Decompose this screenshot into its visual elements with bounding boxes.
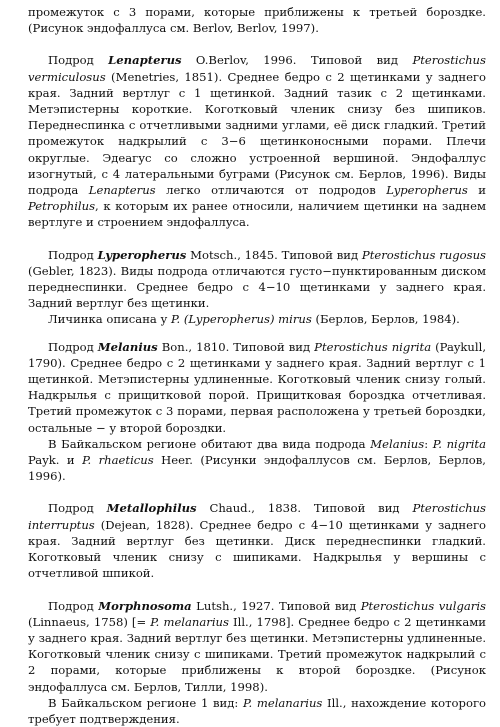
paragraph-continuation	[28, 4, 486, 36]
paragraph-text: легко отличаются от подродов	[155, 183, 387, 198]
paragraph-text: и	[467, 183, 486, 198]
subgenus-lead: Подрод	[48, 598, 99, 613]
paragraph-text: , к которым их ранее относили, наличием щетинки на заднем вертлуге и строением эндофаллуса.	[28, 199, 486, 230]
paragraph-text: Payk. и	[28, 453, 83, 468]
type-species: Pterostichus vulgaris	[360, 598, 486, 613]
paragraph-text: Heer. (Рисунки эндофаллусов см. Берлов, Берлов, 1996).	[28, 453, 486, 484]
paragraph-text: (Paykull, 1790). Среднее бедро с 2 щетинками у заднего края. Задний вертлуг с 1 щетинкой. Метэпистерны удлиненные. Коготковый членик снизу голый. Надкрылья с прищитковой порой. Прищитковая бороздка отчетливая. Третий промежуток с 3 порами, первая расположена у третьей бороздки, остальные − у второй бороздки.	[28, 339, 487, 435]
subgenus-author: Motsch., 1845. Типовой вид	[186, 247, 362, 262]
paragraph-text: (Menetries, 1851). Среднее бедро с 2 щетинками у заднего края. Задний вертлуг с 1 щетинкой. Задний тазик с 2 щетинками. Метэпистерны короткие. Коготковый членик снизу без шипиков. Переднеспинка с отчетливыми задними углами, её диск гладкий. Третий промежуток надкрылий с 3−6 щетинконосными порами. Плечи округлые. Эдеагус со сложно устроенной вершиной. Эндофаллус изогнутый, с 4 латеральными буграми (Рисунок см. Берлов, 1996). Виды подрода	[28, 69, 486, 198]
subgenus-name: Melanius	[97, 339, 158, 354]
paragraph-melanius	[28, 339, 486, 436]
genus-mention: Lyperopherus	[386, 183, 468, 198]
subgenus-author: Bon., 1810. Типовой вид	[157, 339, 315, 354]
genus-mention: Lenapterus	[88, 183, 156, 198]
species-mention: P. melanarius	[243, 695, 323, 710]
paragraph-text: (Берлов, Берлов, 1984).	[311, 312, 460, 327]
paragraph-text: (Linnaeus, 1758) [=	[28, 614, 151, 629]
paragraph-text: :	[424, 436, 433, 451]
species-mention: P. (Lyperopherus) mirus	[171, 312, 312, 327]
genus-mention: Petrophilus	[28, 199, 96, 214]
type-species: Pterostichus vermiculosus	[28, 53, 486, 84]
subgenus-author: O.Berlov, 1996. Типовой вид	[181, 53, 413, 68]
paragraph-text: Ill., нахождение которого требует подтверждения.	[28, 695, 486, 726]
subgenus-lead: Подрод	[48, 53, 109, 68]
type-species: Pterostichus interruptus	[28, 501, 486, 532]
subgenus-name: Lyperopherus	[97, 247, 187, 262]
paragraph-lyperopherus	[28, 247, 486, 312]
paragraph-text: промежуток с 3 порами, которые приближены к третьей бороздке. (Рисунок эндофаллуса см. Berlov, Berlov, 1997).	[28, 5, 486, 36]
species-mention: P. nigrita	[432, 436, 486, 451]
subgenus-author: Chaud., 1838. Типовой вид	[196, 501, 413, 516]
type-species: Pterostichus rugosus	[361, 247, 486, 262]
subgenus-lead: Подрод	[48, 339, 98, 354]
paragraph-lyperopherus-larva	[28, 311, 486, 327]
paragraph-melanius-baikal	[28, 436, 486, 485]
paragraph-text: В Байкальском регионе обитают два вида подрода	[48, 436, 371, 451]
subgenus-name: Metallophilus	[106, 501, 197, 516]
paragraph-morphnosoma-baikal	[28, 695, 486, 727]
type-species: Pterostichus nigrita	[314, 339, 432, 354]
paragraph-text: (Gebler, 1823). Виды подрода отличаются густо−пунктированным диском переднеспинки. Среднее бедро с 4−10 щетинками у заднего края. Задний вертлуг без щетинки.	[28, 263, 486, 311]
paragraph-text: В Байкальском регионе 1 вид:	[48, 695, 244, 710]
species-mention: P. rhaeticus	[82, 453, 154, 468]
paragraph-lenapterus	[28, 52, 486, 230]
subgenus-name: Lenapterus	[108, 53, 182, 68]
subgenus-name: Morphnosoma	[98, 598, 192, 613]
paragraph-morphnosoma	[28, 598, 486, 695]
paragraph-text: Личинка описана у	[48, 312, 172, 327]
species-mention: P. melanarius	[150, 614, 229, 629]
genus-mention: Melanius	[370, 436, 425, 451]
subgenus-lead: Подрод	[48, 501, 107, 516]
paragraph-text: (Dejean, 1828). Среднее бедро с 4−10 щетинками у заднего края. Задний вертлуг без щетинки. Диск переднеспинки гладкий. Коготковый членик снизу с шипиками. Надкрылья у вершины с отчетливой шпикой.	[28, 517, 486, 581]
paragraph-metallophilus	[28, 500, 486, 581]
subgenus-author: Lutsh., 1927. Типовой вид	[191, 598, 361, 613]
subgenus-lead: Подрод	[48, 247, 98, 262]
paragraph-text: Ill., 1798]. Среднее бедро с 2 щетинками у заднего края. Задний вертлуг без щетинки. Метэпистерны удлиненные. Коготковый членик снизу с шипиками. Третий промежуток надкрылий с 2 порами, которые приближены к второй бороздке. (Рисунок эндофаллуса см. Берлов, Тилли, 1998).	[28, 614, 486, 694]
